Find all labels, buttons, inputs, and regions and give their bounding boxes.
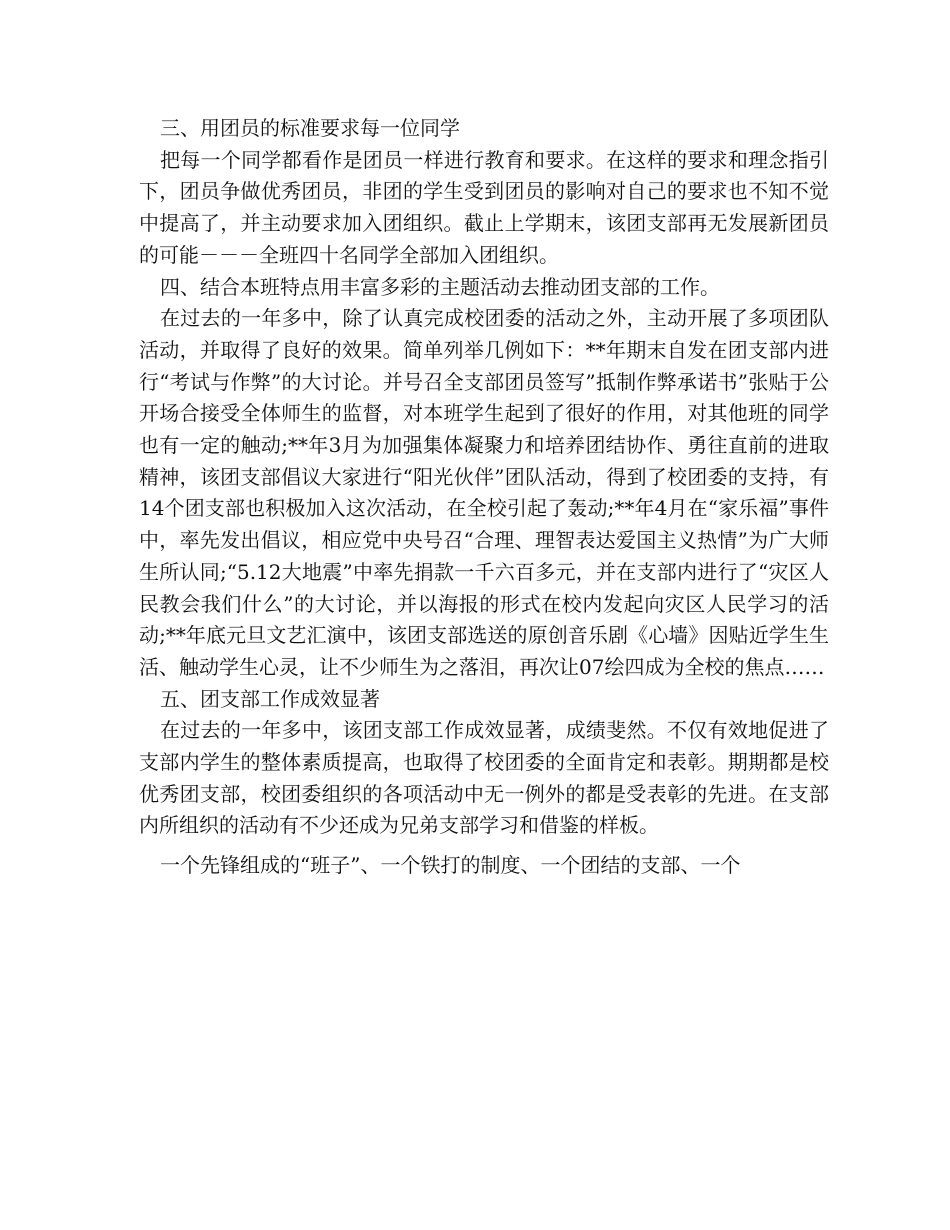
body-paragraph-4: 一个先锋组成的“班子”、一个铁打的制度、一个团结的支部、一个 — [160, 853, 741, 878]
body-paragraph-1: 把每一个同学都看作是团员一样进行教育和要求。在这样的要求和理念指引下，团员争做优秀团员，非团的学生受到团员的影响对自己的要求也不知不觉中提高了，并主动要求加入团组织。截止上学期末，该团支部再无发展新团员的可能－－－全班四十名同学全部加入团组织。 — [139, 147, 829, 267]
section-heading-4: 四、结合本班特点用丰富多彩的主题活动去推动团支部的工作。 — [160, 274, 720, 299]
section-heading-5: 五、团支部工作成效显著 — [160, 686, 380, 711]
document-body — [139, 113, 829, 882]
section-heading-3: 三、用团员的标准要求每一位同学 — [160, 116, 460, 140]
body-paragraph-2: 在过去的一年多中，除了认真完成校团委的活动之外，主动开展了多项团队活动，并取得了良好的效果。简单列举几例如下：**年期末自发在团支部内进行“考试与作弊”的大讨论。并号召全支部团员签写”抵制作弊承诺书”张贴于公开场合接受全体师生的监督，对本班学生起到了很好的作用，对其他班的同学也有一定的触动;**年3月为加强集体凝聚力和培养团结协作、勇往直前的进取精神，该团支部倡议大家进行“阳光伙伴”团队活动，得到了校团委的支持，有14个团支部也积极加入这次活动，在全校引起了轰动;**年4月在“家乐福”事件中，率先发出倡议，相应党中央号召“合理、理智表达爱国主义热情”为广大师生所认同;“5.12大地震”中率先捐款一千六百多元，并在支部内进行了“灾区人民教会我们什么”的大讨论，并以海报的形式在校内发起向灾区人民学习的活动;**年底元旦文艺汇演中，该团支部选送的原创音乐剧《心墙》因贴近学生生活、触动学生心灵，让不少师生为之落泪，再次让07绘四成为全校的焦点…… — [139, 306, 829, 679]
body-paragraph-3: 在过去的一年多中，该团支部工作成效显著，成绩斐然。不仅有效地促进了支部内学生的整体素质提高，也取得了校团委的全面肯定和表彰。期期都是校优秀团支部，校团委组织的各项活动中无一例外的都是受表彰的先进。在支部内所组织的活动有不少还成为兄弟支部学习和借鉴的样板。 — [139, 718, 829, 838]
